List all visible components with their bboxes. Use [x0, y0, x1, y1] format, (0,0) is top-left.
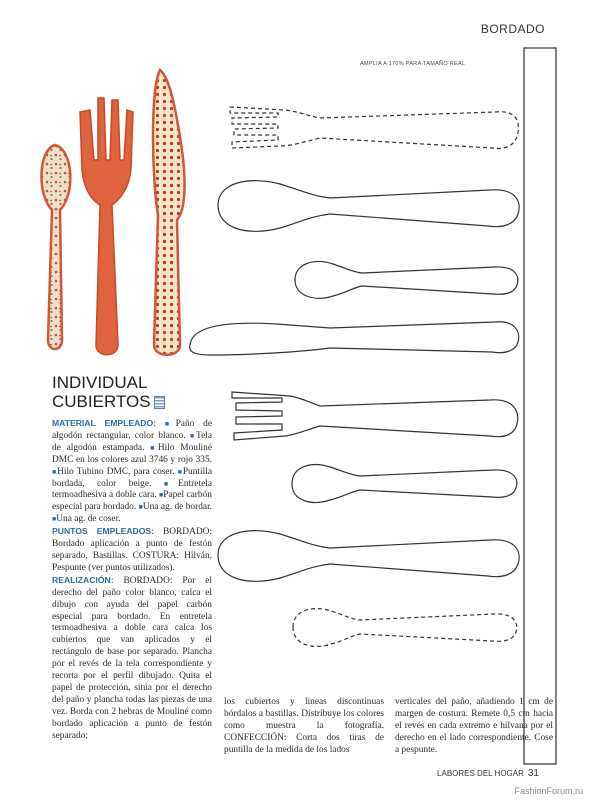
bullet-icon: ■: [52, 467, 58, 476]
page-number: 31: [527, 768, 539, 779]
material-item: Puntilla bordada, color beige.: [52, 466, 212, 489]
text-column-3: verticales del paño, añadiendo 1 cm de margen de costura. Remete 0,5 cm hacia el revés en cada extremo e hilvana por el derecho en el lado correspondiente. Cose a pespunte.: [395, 697, 553, 755]
material-item: Papel carbón especial para bordado.: [52, 490, 212, 513]
magazine-name: LABORES DEL HOGAR: [437, 769, 524, 778]
bullet-icon: ■: [159, 491, 164, 500]
material-item: Hilo Mouliné DMC en los colores azul 3746 y rojo 335.: [52, 442, 213, 465]
article-title: [52, 373, 165, 411]
spoon-template-4: [218, 531, 519, 582]
material-item: Tela de algodón estampada.: [52, 430, 212, 453]
page-footer: [437, 768, 539, 779]
material-item: Hilo Tubino DMC, para coser.: [57, 466, 175, 477]
materials-label: MATERIAL EMPLEADO:: [52, 418, 157, 428]
bullet-icon: ■: [189, 431, 196, 440]
bullet-icon: ■: [163, 479, 179, 488]
making-text: BORDADO: Por el derecho del paño color blanco, calca el dibujo con ayuda del papel carbón especial para bordado. En entretela termoadhesiva a doble cara calca los cubiertos que van aplicados y el rectángulo de base por separado. Plancha por el revés de la tela correspondiente y recorta por el perfil dibujado. Quita el papel de protección, sitúa por el derecho del paño y plancha todas las piezas de una vez. Borda con 2 hebras de Mouliné como bordado aplicación a punto de festón separado;: [52, 575, 212, 741]
material-item: Una ag. de coser.: [56, 514, 121, 525]
spoon-template-2: [295, 262, 518, 299]
bullet-icon: ■: [177, 467, 183, 476]
stitches-label: PUNTOS EMPLEADOS:: [52, 526, 155, 537]
knife-template: [190, 322, 519, 355]
fork-dashed-template: [230, 107, 518, 148]
bullet-icon: ■: [150, 443, 158, 452]
spoon-dashed-template: [293, 609, 517, 647]
thread-spool-icon: [154, 396, 165, 409]
bullet-icon: ■: [138, 503, 143, 512]
title-line-2: CUBIERTOS: [52, 392, 151, 411]
applique-knife: [153, 70, 185, 355]
spoon-template-1: [218, 181, 519, 232]
enlarge-note: AMPLIA A 170% PARA TAMAÑO REAL: [360, 61, 466, 67]
bullet-icon: ■: [164, 420, 176, 428]
material-item: Una ag. de bordar.: [142, 502, 213, 513]
placemat-outline: [524, 48, 556, 764]
watermark: FashionForum.ru: [514, 786, 583, 796]
applique-spoon: [41, 145, 70, 349]
material-item: Entretela termoadhesiva a doble cara.: [52, 478, 212, 501]
material-item: Paño de algodón rectangular, color blanco.: [52, 419, 212, 441]
bullet-icon: ■: [52, 515, 57, 524]
spoon-template-3: [292, 465, 517, 503]
text-column-2: los cubiertos y líneas discontinuas bórdalos a bastillas. Distribuye los colores como muestra la fotografía. CONFECCIÓN: Corta dos tiras de puntilla de la medida de los lados: [224, 697, 384, 755]
making-label: REALIZACIÓN:: [52, 574, 114, 585]
section-tag: BORDADO: [480, 22, 545, 36]
stitches-text: BORDADO: Bordado aplicación a punto de festón separado, Bastillas. COSTURA: Hilván, Pespunte (ver puntos utilizados).: [52, 527, 212, 573]
text-column-1: [52, 418, 212, 742]
fork-template: [232, 392, 518, 440]
applique-fork: [80, 98, 133, 355]
title-line-1: INDIVIDUAL: [52, 373, 148, 392]
